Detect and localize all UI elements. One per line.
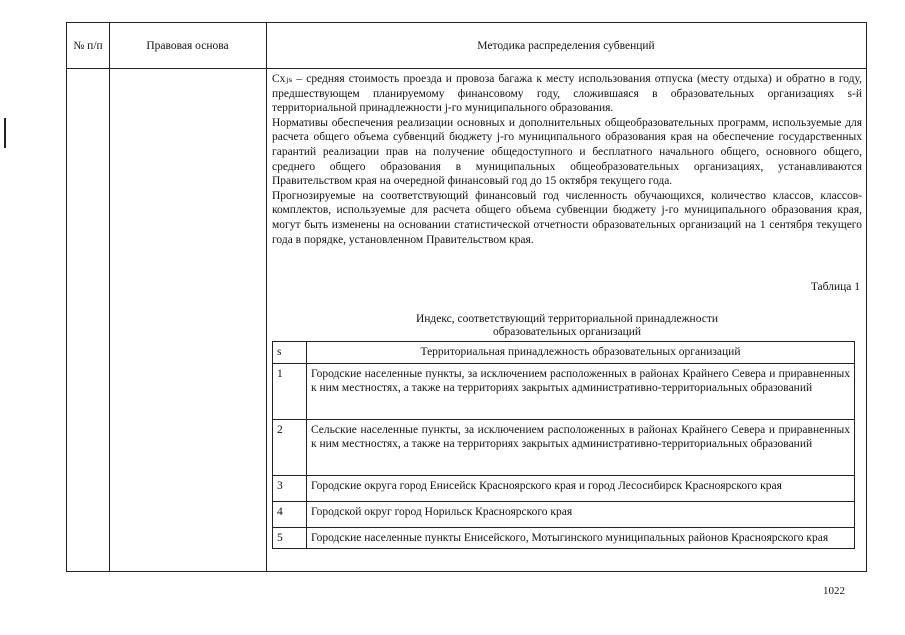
table-header-row xyxy=(273,342,855,364)
row-text: Городские населенные пункты Енисейского, Мотыгинского муниципальных районов Красноярского края xyxy=(307,527,855,549)
margin-mark xyxy=(4,118,6,148)
row-index: 2 xyxy=(273,419,307,475)
main-table xyxy=(66,22,867,572)
row-text: Городские округа город Енисейск Красноярского края и город Лесосибирск Красноярского края xyxy=(307,475,855,501)
row-index: 5 xyxy=(273,527,307,549)
row-index: 3 xyxy=(273,475,307,501)
method-text xyxy=(272,72,862,247)
territory-table xyxy=(272,341,855,549)
table-row xyxy=(273,419,855,475)
header-num: № п/п xyxy=(73,39,103,52)
header-divider xyxy=(67,68,866,69)
col-divider-1 xyxy=(109,23,110,571)
table-row xyxy=(273,527,855,549)
table-row xyxy=(273,475,855,501)
table-title xyxy=(272,313,862,339)
table-row xyxy=(273,363,855,419)
row-index: 4 xyxy=(273,501,307,527)
col-divider-2 xyxy=(266,23,267,571)
row-index: 1 xyxy=(273,363,307,419)
table-title-line: образовательных организаций xyxy=(492,326,642,338)
table-label: Таблица 1 xyxy=(810,281,860,293)
header-basis: Правовая основа xyxy=(146,39,229,52)
row-text: Сельские населенные пункты, за исключением расположенных в районах Крайнего Севера и приравненных к ним местностях, а также на территориях закрытых административно-территориальных образований xyxy=(307,419,855,475)
header-method: Методика распределения субвенций xyxy=(477,39,655,52)
paragraph: Cxⱼₛ – средняя стоимость проезда и провоза багажа к месту использования отпуска (месту отдыха) и обратно в году, предшествующем планируемому финансовому году, сложившаяся в образовательных организациях s-й территориальной принадлежности j-го муниципального образования. xyxy=(272,73,862,115)
col-territory-header: Территориальная принадлежность образовательных организаций xyxy=(307,342,855,364)
paragraph: Прогнозируемые на соответствующий финансовый год численность обучающихся, количество классов, классов-комплектов, используемые для расчета общего объема субвенции бюджету j-го муниципального образования края, могут быть изменены на основании статистической отчетности образовательных организаций на 1 сентября текущего года в порядке, установленном Правительством края. xyxy=(272,189,862,246)
paragraph: Нормативы обеспечения реализации основных и дополнительных общеобразовательных программ, используемые для расчета общего объема субвенций бюджету j-го муниципального образования края на обеспечение государственных гарантий реализации прав на получение общедоступного и бесплатного начального общего, основного общего, среднего общего образования в муниципальных общеобразовательных организациях, устанавливаются Правительством края на очередной финансовый год до 15 октября текущего года. xyxy=(272,116,862,188)
row-text: Городские населенные пункты, за исключением расположенных в районах Крайнего Севера и приравненных к ним местностях, а также на территориях закрытых административно-территориальных образований xyxy=(307,363,855,419)
row-text: Городской округ город Норильск Красноярского края xyxy=(307,501,855,527)
table-title-line: Индекс, соответствующий территориальной принадлежности xyxy=(415,313,719,325)
page-number: 1022 xyxy=(823,585,845,597)
col-s-header: s xyxy=(273,342,307,364)
table-row xyxy=(273,501,855,527)
